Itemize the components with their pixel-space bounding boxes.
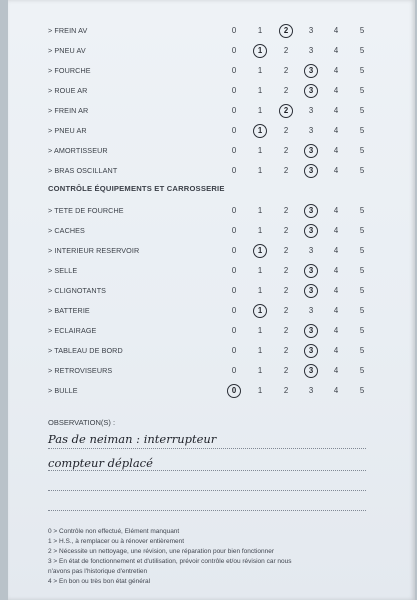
score-option: 1: [257, 106, 263, 115]
inspection-sheet: [8, 0, 415, 600]
rating-row-label: > PNEU AR: [48, 126, 87, 135]
rating-row: [8, 304, 415, 324]
score-option: 2: [283, 346, 289, 355]
rating-row-label: > BRAS OSCILLANT: [48, 166, 118, 175]
score-option: 2: [283, 226, 289, 235]
score-option: 1: [257, 266, 263, 275]
selected-score: 3: [304, 204, 318, 218]
rating-row: [8, 144, 415, 164]
score-option: 4: [333, 266, 339, 275]
legend-item: 4 > En bon ou très bon état général: [48, 578, 151, 585]
score-option: 0: [231, 286, 237, 295]
rating-row: [8, 84, 415, 104]
selected-score: 1: [253, 304, 267, 318]
score-option: 2: [283, 246, 289, 255]
score-option: 0: [231, 146, 237, 155]
score-option: 3: [308, 246, 314, 255]
score-option: 2: [283, 266, 289, 275]
selected-score: 1: [253, 244, 267, 258]
score-option: 2: [283, 326, 289, 335]
score-option: 0: [231, 26, 237, 35]
score-option: 5: [359, 46, 365, 55]
score-option: 4: [333, 26, 339, 35]
score-option: 5: [359, 386, 365, 395]
score-option: 2: [283, 126, 289, 135]
score-option: 4: [333, 326, 339, 335]
selected-score: 2: [279, 104, 293, 118]
rating-row-label: > SELLE: [48, 266, 78, 275]
score-option: 5: [359, 66, 365, 75]
selected-score: 3: [304, 144, 318, 158]
score-option: 5: [359, 286, 365, 295]
score-option: 2: [283, 146, 289, 155]
score-option: 2: [283, 66, 289, 75]
selected-score: 1: [253, 44, 267, 58]
selected-score: 1: [253, 124, 267, 138]
observations-title: OBSERVATION(S) :: [48, 418, 116, 427]
score-option: 0: [231, 326, 237, 335]
rating-row-label: > INTERIEUR RESERVOIR: [48, 246, 140, 255]
rating-row-label: > BULLE: [48, 386, 78, 395]
rating-row: [8, 384, 415, 404]
score-option: 1: [257, 66, 263, 75]
score-option: 5: [359, 146, 365, 155]
score-option: 5: [359, 306, 365, 315]
score-option: 0: [231, 166, 237, 175]
score-option: 1: [257, 286, 263, 295]
score-option: 1: [257, 146, 263, 155]
score-option: 3: [308, 26, 314, 35]
score-option: 2: [283, 386, 289, 395]
selected-score: 3: [304, 344, 318, 358]
selected-score: 2: [279, 24, 293, 38]
legend-item: 2 > Nécessite un nettoyage, une révision, une réparation pour bien fonctionner: [48, 548, 275, 555]
selected-score: 3: [304, 164, 318, 178]
score-option: 4: [333, 346, 339, 355]
score-option: 4: [333, 146, 339, 155]
selected-score: 3: [304, 324, 318, 338]
section-title: CONTRÔLE ÉQUIPEMENTS ET CARROSSERIE: [48, 184, 225, 193]
score-option: 0: [231, 346, 237, 355]
rating-row-label: > ECLAIRAGE: [48, 326, 97, 335]
score-option: 2: [283, 86, 289, 95]
score-option: 1: [257, 386, 263, 395]
observation-line-2: compteur déplacé: [48, 456, 153, 470]
rating-row: [8, 44, 415, 64]
score-option: 0: [231, 366, 237, 375]
score-option: 1: [257, 226, 263, 235]
rating-row-label: > CLIGNOTANTS: [48, 286, 107, 295]
selected-score: 3: [304, 364, 318, 378]
score-option: 5: [359, 86, 365, 95]
score-option: 1: [257, 326, 263, 335]
rating-row-label: > PNEU AV: [48, 46, 86, 55]
selected-score: 3: [304, 224, 318, 238]
score-option: 0: [231, 46, 237, 55]
observation-rule: [48, 448, 366, 449]
rating-row-label: > BATTERIE: [48, 306, 90, 315]
selected-score: 0: [227, 384, 241, 398]
score-option: 1: [257, 206, 263, 215]
rating-row: [8, 244, 415, 264]
score-option: 3: [308, 306, 314, 315]
score-option: 4: [333, 386, 339, 395]
score-option: 5: [359, 226, 365, 235]
rating-row: [8, 264, 415, 284]
rating-row: [8, 164, 415, 184]
score-option: 3: [308, 386, 314, 395]
rating-row-label: > RETROVISEURS: [48, 366, 113, 375]
score-option: 5: [359, 246, 365, 255]
score-option: 4: [333, 66, 339, 75]
score-option: 3: [308, 106, 314, 115]
score-option: 1: [257, 26, 263, 35]
rating-row: [8, 104, 415, 124]
legend-item: 0 > Contrôle non effectué, Elément manquant: [48, 528, 180, 535]
selected-score: 3: [304, 284, 318, 298]
score-option: 5: [359, 346, 365, 355]
selected-score: 3: [304, 64, 318, 78]
rating-row: [8, 284, 415, 304]
score-option: 0: [231, 226, 237, 235]
score-option: 0: [231, 306, 237, 315]
score-option: 0: [231, 66, 237, 75]
rating-row: [8, 344, 415, 364]
score-option: 2: [283, 46, 289, 55]
score-option: 0: [231, 206, 237, 215]
score-option: 1: [257, 166, 263, 175]
score-option: 0: [231, 86, 237, 95]
rating-row: [8, 64, 415, 84]
score-option: 3: [308, 46, 314, 55]
rating-row-label: > FREIN AR: [48, 106, 89, 115]
score-option: 4: [333, 286, 339, 295]
rating-row-label: > AMORTISSEUR: [48, 146, 108, 155]
score-option: 2: [283, 366, 289, 375]
score-option: 0: [231, 126, 237, 135]
score-option: 2: [283, 286, 289, 295]
observation-rule: [48, 510, 366, 511]
score-option: 4: [333, 126, 339, 135]
score-option: 4: [333, 246, 339, 255]
score-option: 4: [333, 106, 339, 115]
score-option: 5: [359, 326, 365, 335]
rating-row-label: > ROUE AR: [48, 86, 88, 95]
score-option: 0: [231, 106, 237, 115]
score-option: 5: [359, 126, 365, 135]
score-option: 4: [333, 366, 339, 375]
selected-score: 3: [304, 84, 318, 98]
score-option: 0: [231, 246, 237, 255]
rating-row: [8, 324, 415, 344]
score-option: 4: [333, 166, 339, 175]
score-option: 2: [283, 306, 289, 315]
score-option: 4: [333, 206, 339, 215]
score-option: 2: [283, 206, 289, 215]
score-option: 4: [333, 46, 339, 55]
score-option: 2: [283, 166, 289, 175]
score-option: 5: [359, 26, 365, 35]
score-option: 5: [359, 106, 365, 115]
rating-row: [8, 224, 415, 244]
score-option: 1: [257, 346, 263, 355]
score-option: 5: [359, 206, 365, 215]
score-option: 3: [308, 126, 314, 135]
rating-row-label: > TETE DE FOURCHE: [48, 206, 124, 215]
score-option: 1: [257, 366, 263, 375]
rating-row-label: > FREIN AV: [48, 26, 88, 35]
rating-row-label: > TABLEAU DE BORD: [48, 346, 123, 355]
rating-row: [8, 204, 415, 224]
rating-row-label: > FOURCHE: [48, 66, 91, 75]
score-option: 5: [359, 166, 365, 175]
legend-item: 3 > En état de fonctionnement et d'utilisation, prévoir contrôle et/ou révision car nous: [48, 558, 292, 565]
score-option: 1: [257, 86, 263, 95]
score-option: 5: [359, 366, 365, 375]
score-option: 4: [333, 306, 339, 315]
rating-row-label: > CACHES: [48, 226, 85, 235]
rating-row: [8, 124, 415, 144]
score-option: 4: [333, 86, 339, 95]
score-option: 0: [231, 266, 237, 275]
rating-row: [8, 364, 415, 384]
legend-item: n'avons pas l'historique d'entretien: [48, 568, 148, 575]
observation-rule: [48, 490, 366, 491]
score-option: 4: [333, 226, 339, 235]
score-option: 5: [359, 266, 365, 275]
legend-item: 1 > H.S., à remplacer ou à rénover entièrement: [48, 538, 185, 545]
observation-rule: [48, 470, 366, 471]
observation-line-1: Pas de neiman : interrupteur: [48, 432, 217, 446]
selected-score: 3: [304, 264, 318, 278]
rating-row: [8, 24, 415, 44]
